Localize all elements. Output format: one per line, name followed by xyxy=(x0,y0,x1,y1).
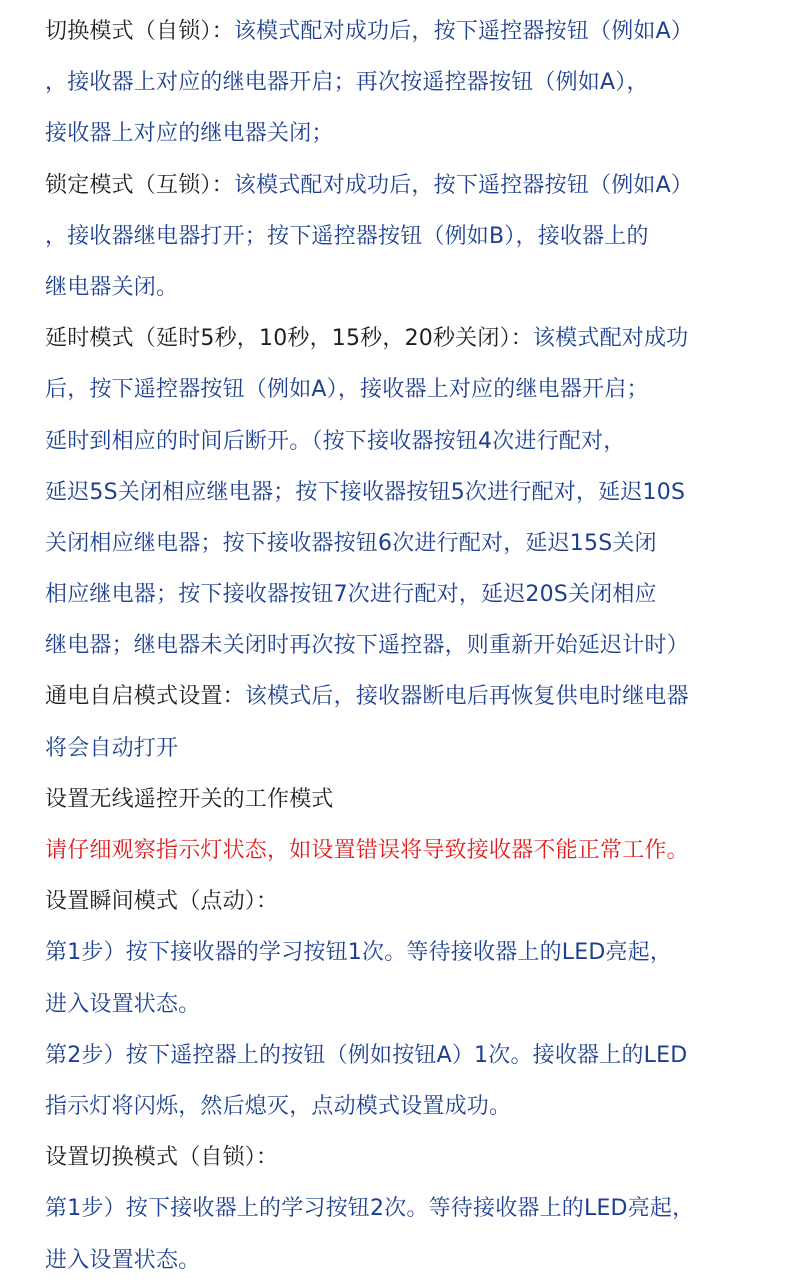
text-line xyxy=(45,671,790,722)
text-segment: 相应继电器；按下接收器按钮7次进行配对，延迟20S关闭相应 xyxy=(45,582,657,608)
text-line xyxy=(45,6,790,57)
text-line xyxy=(45,979,790,1030)
text-line xyxy=(45,774,790,825)
text-segment: ，接收器继电器打开；按下遥控器按钮（例如B），接收器上的 xyxy=(45,223,649,249)
text-segment: 设置无线遥控开关的工作模式 xyxy=(45,786,334,812)
text-line xyxy=(45,262,790,313)
text-segment: 该模式后，接收器断电后再恢复供电时继电器 xyxy=(244,684,689,710)
text-segment: 继电器；继电器未关闭时再次按下遥控器，则重新开始延迟计时） xyxy=(45,633,689,659)
text-segment: 设置瞬间模式（点动）： xyxy=(45,889,279,915)
text-segment: 第2步）按下遥控器上的按钮（例如按钮A）1次。接收器上的LED xyxy=(45,1042,688,1068)
text-segment: 进入设置状态。 xyxy=(45,1247,201,1273)
text-segment: 该模式配对成功后，按下遥控器按钮（例如A） xyxy=(233,19,694,44)
text-segment: 第1步）按下接收器上的学习按钮2次。等待接收器上的LED亮起， xyxy=(45,1196,695,1222)
text-line xyxy=(45,416,790,467)
text-segment: ，接收器上对应的继电器开启；再次按遥控器按钮（例如A）， xyxy=(45,70,649,96)
text-segment: 设置切换模式（自锁）： xyxy=(45,1145,279,1171)
text-segment: 锁定模式（互锁）： xyxy=(45,172,234,198)
text-line xyxy=(45,723,790,774)
text-line xyxy=(45,467,790,518)
text-line xyxy=(45,569,790,620)
text-segment: 后，按下遥控器按钮（例如A），接收器上对应的继电器开启； xyxy=(45,377,649,403)
text-line xyxy=(45,211,790,262)
text-segment: 延时模式（延时5秒，10秒，15秒，20秒关闭）： xyxy=(45,326,533,352)
text-line xyxy=(45,825,790,876)
text-line xyxy=(45,927,790,978)
text-line xyxy=(45,1030,790,1081)
text-segment: 关闭相应继电器；按下接收器按钮6次进行配对，延迟15S关闭 xyxy=(45,530,657,556)
text-line xyxy=(45,1132,790,1183)
text-segment: 将会自动打开 xyxy=(45,735,179,761)
text-segment: 第1步）按下接收器的学习按钮1次。等待接收器上的LED亮起， xyxy=(45,940,673,966)
text-line xyxy=(45,364,790,415)
text-line xyxy=(45,1235,790,1286)
text-segment: 延迟5S关闭相应继电器；按下接收器按钮5次进行配对，延迟10S xyxy=(45,479,686,505)
text-line xyxy=(45,518,790,569)
text-segment: 进入设置状态。 xyxy=(45,991,201,1017)
text-segment: 请仔细观察指示灯状态，如设置错误将导致接收器不能正常工作。 xyxy=(45,838,689,863)
text-segment: 接收器上对应的继电器关闭； xyxy=(45,121,334,147)
text-line xyxy=(45,1081,790,1132)
text-segment: 该模式配对成功后，按下遥控器按钮（例如A） xyxy=(233,172,694,198)
text-segment: 通电自启模式设置： xyxy=(45,684,245,710)
text-segment: 切换模式（自锁）： xyxy=(45,19,234,44)
text-line xyxy=(45,108,790,159)
text-line xyxy=(45,313,790,364)
text-segment: 该模式配对成功 xyxy=(532,326,689,352)
text-line xyxy=(45,1183,790,1234)
text-line xyxy=(45,876,790,927)
text-line xyxy=(45,620,790,671)
text-segment: 指示灯将闪烁，然后熄灭，点动模式设置成功。 xyxy=(45,1093,512,1119)
text-segment: 延时到相应的时间后断开。（按下接收器按钮4次进行配对， xyxy=(45,428,626,454)
text-line xyxy=(45,160,790,211)
text-line xyxy=(45,57,790,108)
text-segment: 继电器关闭。 xyxy=(45,274,179,300)
